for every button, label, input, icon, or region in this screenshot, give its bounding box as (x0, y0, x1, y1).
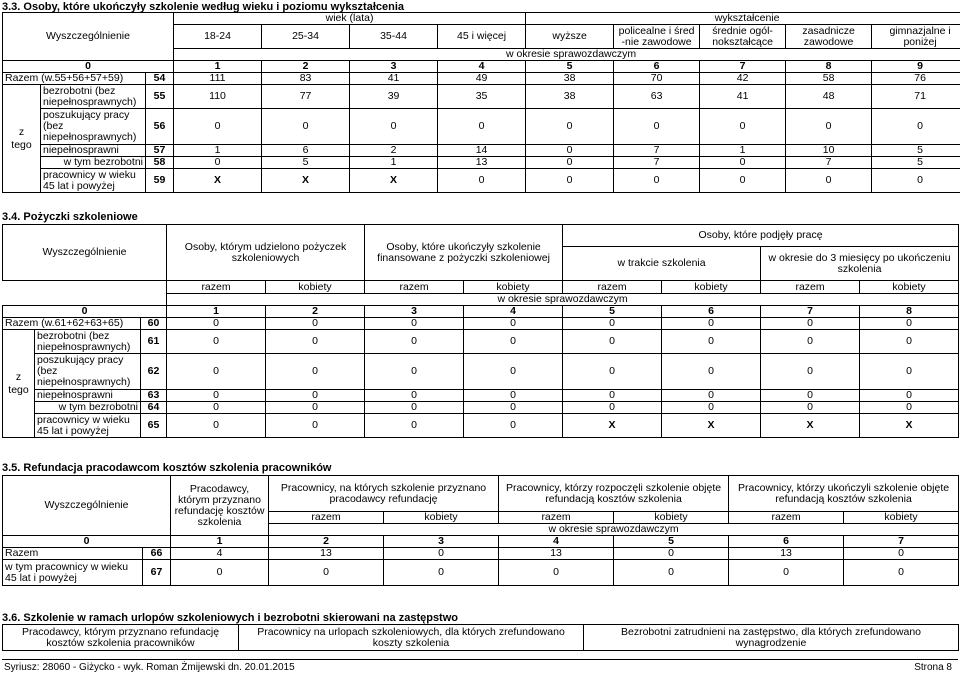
cell: 0 (266, 402, 365, 414)
spec-header: Wyszczególnienie (3, 13, 174, 61)
col-number: 2 (266, 306, 365, 318)
cell: 0 (872, 169, 960, 193)
cell: 0 (860, 390, 959, 402)
cell: 0 (269, 560, 384, 586)
cell: 0 (662, 402, 761, 414)
cell: 6 (262, 145, 350, 157)
replacement-unemployed-header: Bezrobotni zatrudnieni na zastępstwo, dla których zrefundowano wynagrodzenie (584, 625, 959, 651)
row-code: 64 (141, 402, 167, 414)
row-label: pracownicy w wieku 45 lat i powyżej (41, 169, 146, 193)
cell: 0 (171, 560, 269, 586)
cell: 0 (761, 354, 860, 390)
row-code: 57 (146, 145, 174, 157)
cell: 110 (174, 85, 262, 109)
cell: 0 (700, 109, 786, 145)
cell: 0 (365, 330, 464, 354)
row-code: 61 (141, 330, 167, 354)
cell: 0 (662, 354, 761, 390)
cell: 0 (563, 402, 662, 414)
col-header: 18-24 (174, 25, 262, 49)
cell: 5 (872, 145, 960, 157)
cell: 1 (350, 157, 438, 169)
cell: 5 (262, 157, 350, 169)
page-footer (2, 659, 958, 673)
cell: 0 (700, 169, 786, 193)
cell: 0 (526, 145, 614, 157)
kobiety-header: kobiety (662, 281, 761, 294)
col-header: gimnazjalne i poniżej (872, 25, 960, 49)
col-number: 6 (729, 536, 844, 548)
col-number: 8 (786, 61, 872, 73)
table-row (3, 318, 959, 330)
table-row (3, 354, 959, 390)
tego-label: tego (8, 383, 29, 396)
cell: 0 (614, 169, 700, 193)
col-number: 3 (365, 306, 464, 318)
cell: 0 (786, 109, 872, 145)
row-label: w tym bezrobotni (41, 157, 146, 169)
education-group-header: wykształcenie (526, 13, 960, 25)
table-3-4 (2, 224, 959, 438)
cell: 0 (860, 330, 959, 354)
cell: 0 (167, 330, 266, 354)
col-header: wyższe (526, 25, 614, 49)
cell: 7 (786, 157, 872, 169)
razem-header: razem (563, 281, 662, 294)
table-3-5 (2, 475, 959, 586)
col-number: 2 (269, 536, 384, 548)
section-3-4-title: 3.4. Pożyczki szkoleniowe (2, 211, 138, 223)
loans-granted-header: Osoby, którym udzielono pożyczek szkoleniowych (167, 225, 365, 281)
employers-refund-header: Pracodawcy, którym przyznano refundację kosztów szkolenia pracowników (3, 625, 239, 651)
col-number: 3 (350, 61, 438, 73)
col-number: 4 (499, 536, 614, 548)
row-label: poszukujący pracy (bez niepełnosprawnych) (41, 109, 146, 145)
col-number: 7 (761, 306, 860, 318)
cell: X (262, 169, 350, 193)
cell: 0 (700, 157, 786, 169)
table-3-6 (2, 624, 959, 651)
cell: 0 (174, 157, 262, 169)
col-number: 7 (844, 536, 959, 548)
razem-header: razem (761, 281, 860, 294)
cell: 0 (365, 318, 464, 330)
cell: 0 (167, 318, 266, 330)
page-number: Strona 8 (914, 662, 952, 673)
training-leave-header: Pracownicy na urlopach szkoleniowych, dla których zrefundowano koszty szkolenia (239, 625, 584, 651)
table-3-3 (2, 12, 960, 193)
col-number: 5 (526, 61, 614, 73)
col-number: 1 (171, 536, 269, 548)
row-label: niepełnosprawni (35, 390, 141, 402)
cell: 0 (860, 354, 959, 390)
cell: 0 (526, 109, 614, 145)
col-number: 0 (3, 306, 167, 318)
table-row (3, 560, 959, 586)
cell: 0 (526, 157, 614, 169)
col-header: średnie ogól- nokształcące (700, 25, 786, 49)
col-header: policealne i śred -nie zawodowe (614, 25, 700, 49)
cell: 0 (350, 109, 438, 145)
col-number: 1 (174, 61, 262, 73)
cell: 7 (614, 145, 700, 157)
cell: 0 (614, 560, 729, 586)
cell: 0 (844, 548, 959, 560)
cell: 0 (438, 169, 526, 193)
kobiety-header: kobiety (614, 512, 729, 524)
table-row (3, 169, 960, 193)
table-row (3, 73, 960, 85)
kobiety-header: kobiety (266, 281, 365, 294)
cell: 63 (614, 85, 700, 109)
table-row (3, 390, 959, 402)
cell: 49 (438, 73, 526, 85)
cell: 0 (365, 414, 464, 438)
cell: X (563, 414, 662, 438)
cell: 0 (167, 402, 266, 414)
cell: 77 (262, 85, 350, 109)
cell: 0 (786, 169, 872, 193)
cell: 13 (499, 548, 614, 560)
period-header: w okresie sprawozdawczym (167, 294, 959, 306)
cell: 2 (350, 145, 438, 157)
razem-header: razem (499, 512, 614, 524)
row-code: 56 (146, 109, 174, 145)
cell: 0 (266, 390, 365, 402)
row-code: 62 (141, 354, 167, 390)
razem-header: razem (365, 281, 464, 294)
cell: 0 (266, 414, 365, 438)
cell: 58 (786, 73, 872, 85)
cell: 83 (262, 73, 350, 85)
row-label: bezrobotni (bez niepełnosprawnych) (35, 330, 141, 354)
cell: 0 (563, 330, 662, 354)
cell: 48 (786, 85, 872, 109)
col-number: 0 (3, 61, 174, 73)
razem-header: razem (729, 512, 844, 524)
section-3-5-title: 3.5. Refundacja pracodawcom kosztów szkolenia pracowników (2, 462, 332, 474)
cell: 39 (350, 85, 438, 109)
footer-source: Syriusz: 28060 - Giżycko - wyk. Roman Żmijewski dn. 20.01.2015 (4, 662, 295, 673)
cell: 0 (266, 318, 365, 330)
cell: 14 (438, 145, 526, 157)
col-header: 35-44 (350, 25, 438, 49)
age-group-header: wiek (lata) (174, 13, 526, 25)
cell: 0 (662, 330, 761, 354)
cell: 0 (384, 548, 499, 560)
kobiety-header: kobiety (860, 281, 959, 294)
z-label: z (18, 125, 25, 138)
kobiety-header: kobiety (844, 512, 959, 524)
completed-training-header: Pracownicy, którzy ukończyli szkolenie objęte refundacją kosztów szkolenia (729, 476, 959, 512)
row-label: w tym bezrobotni (35, 402, 141, 414)
row-code: 66 (143, 548, 171, 560)
table-row (3, 548, 959, 560)
table-row (3, 402, 959, 414)
z-label: z (15, 370, 22, 383)
row-label: Razem (w.61+62+63+65) (3, 318, 141, 330)
employees-refund-header: Pracownicy, na których szkolenie przyznano pracodawcy refundację (269, 476, 499, 512)
row-label: bezrobotni (bez niepełnosprawnych) (41, 85, 146, 109)
tego-label: tego (11, 138, 32, 151)
table-row (3, 414, 959, 438)
col-number: 4 (438, 61, 526, 73)
cell: 38 (526, 85, 614, 109)
cell: 42 (700, 73, 786, 85)
cell: 0 (761, 390, 860, 402)
col-number: 5 (563, 306, 662, 318)
cell: 0 (365, 390, 464, 402)
cell: 13 (438, 157, 526, 169)
row-label: poszukujący pracy (bez niepełnosprawnych) (35, 354, 141, 390)
cell: X (350, 169, 438, 193)
cell: 1 (174, 145, 262, 157)
cell: 0 (872, 109, 960, 145)
row-label: Razem (3, 548, 143, 560)
cell: 0 (174, 109, 262, 145)
cell: 38 (526, 73, 614, 85)
cell: 0 (464, 414, 563, 438)
cell: 0 (464, 330, 563, 354)
col-header: 25-34 (262, 25, 350, 49)
row-label: w tym pracownicy w wieku 45 lat i powyżej (3, 560, 143, 586)
cell: 0 (464, 402, 563, 414)
kobiety-header: kobiety (464, 281, 563, 294)
cell: 0 (464, 390, 563, 402)
col-number: 7 (700, 61, 786, 73)
cell: 0 (167, 354, 266, 390)
cell: 0 (563, 318, 662, 330)
row-code: 67 (143, 560, 171, 586)
cell: X (662, 414, 761, 438)
period-header: w okresie sprawozdawczym (269, 524, 959, 536)
cell: 13 (269, 548, 384, 560)
cell: 0 (167, 390, 266, 402)
cell: 0 (499, 560, 614, 586)
row-code: 54 (146, 73, 174, 85)
table-row (3, 157, 960, 169)
cell: 10 (786, 145, 872, 157)
cell: 0 (365, 354, 464, 390)
col-number: 5 (614, 536, 729, 548)
cell: 13 (729, 548, 844, 560)
cell: 0 (167, 414, 266, 438)
cell: 0 (464, 354, 563, 390)
razem-header: razem (167, 281, 266, 294)
col-number: 6 (662, 306, 761, 318)
spec-header: Wyszczególnienie (3, 225, 167, 281)
cell: 0 (384, 560, 499, 586)
cell: 0 (526, 169, 614, 193)
cell: 0 (563, 354, 662, 390)
cell: 41 (700, 85, 786, 109)
period-header: w okresie sprawozdawczym (174, 49, 960, 61)
col-number: 6 (614, 61, 700, 73)
cell: 0 (438, 109, 526, 145)
table-row (3, 330, 959, 354)
during-training-header: w trakcie szkolenia (563, 247, 761, 281)
section-3-3-title: 3.3. Osoby, które ukończyły szkolenie według wieku i poziomu wykształcenia (2, 1, 405, 13)
col-number: 8 (860, 306, 959, 318)
cell: 71 (872, 85, 960, 109)
kobiety-header: kobiety (384, 512, 499, 524)
row-label: niepełnosprawni (41, 145, 146, 157)
section-3-6-title: 3.6. Szkolenie w ramach urlopów szkoleniowych i bezrobotni skierowani na zastępstwo (2, 612, 459, 624)
row-code: 55 (146, 85, 174, 109)
employers-refund-header: Pracodawcy, którym przyznano refundację kosztów szkolenia (171, 476, 269, 536)
col-number: 4 (464, 306, 563, 318)
took-job-header: Osoby, które podjęły pracę (563, 225, 959, 247)
col-number: 0 (3, 536, 171, 548)
table-row (3, 145, 960, 157)
cell: 0 (365, 402, 464, 414)
cell: 0 (662, 390, 761, 402)
cell: 0 (761, 318, 860, 330)
cell: 0 (761, 330, 860, 354)
row-code: 60 (141, 318, 167, 330)
row-code: 65 (141, 414, 167, 438)
cell: 0 (662, 318, 761, 330)
col-header: 45 i więcej (438, 25, 526, 49)
row-code: 58 (146, 157, 174, 169)
cell: 0 (729, 560, 844, 586)
cell: 0 (844, 560, 959, 586)
cell: 70 (614, 73, 700, 85)
cell: X (761, 414, 860, 438)
cell: 1 (700, 145, 786, 157)
cell: 35 (438, 85, 526, 109)
within-3-months-header: w okresie do 3 miesięcy po ukończeniu szkolenia (761, 247, 959, 281)
table-row (3, 85, 960, 109)
cell: 7 (614, 157, 700, 169)
razem-header: razem (269, 512, 384, 524)
cell: 0 (563, 390, 662, 402)
cell: 0 (266, 354, 365, 390)
cell: 0 (262, 109, 350, 145)
cell: 0 (860, 318, 959, 330)
cell: 5 (872, 157, 960, 169)
col-number: 9 (872, 61, 960, 73)
cell: 0 (614, 109, 700, 145)
cell: X (174, 169, 262, 193)
completed-training-header: Osoby, które ukończyły szkolenie finansowane z pożyczki szkoleniowej (365, 225, 563, 281)
col-header: zasadnicze zawodowe (786, 25, 872, 49)
col-number: 3 (384, 536, 499, 548)
cell: 76 (872, 73, 960, 85)
row-code: 63 (141, 390, 167, 402)
row-code: 59 (146, 169, 174, 193)
cell: 0 (761, 402, 860, 414)
row-label: pracownicy w wieku 45 lat i powyżej (35, 414, 141, 438)
cell: 0 (464, 318, 563, 330)
cell: 0 (860, 402, 959, 414)
col-number: 2 (262, 61, 350, 73)
row-label: Razem (w.55+56+57+59) (3, 73, 146, 85)
col-number: 1 (167, 306, 266, 318)
cell: 0 (266, 330, 365, 354)
cell: 41 (350, 73, 438, 85)
cell: 0 (614, 548, 729, 560)
cell: 4 (171, 548, 269, 560)
spec-header: Wyszczególnienie (3, 476, 171, 536)
cell: X (860, 414, 959, 438)
table-row (3, 109, 960, 145)
cell: 111 (174, 73, 262, 85)
started-training-header: Pracownicy, którzy rozpoczęli szkolenie objęte refundacją kosztów szkolenia (499, 476, 729, 512)
